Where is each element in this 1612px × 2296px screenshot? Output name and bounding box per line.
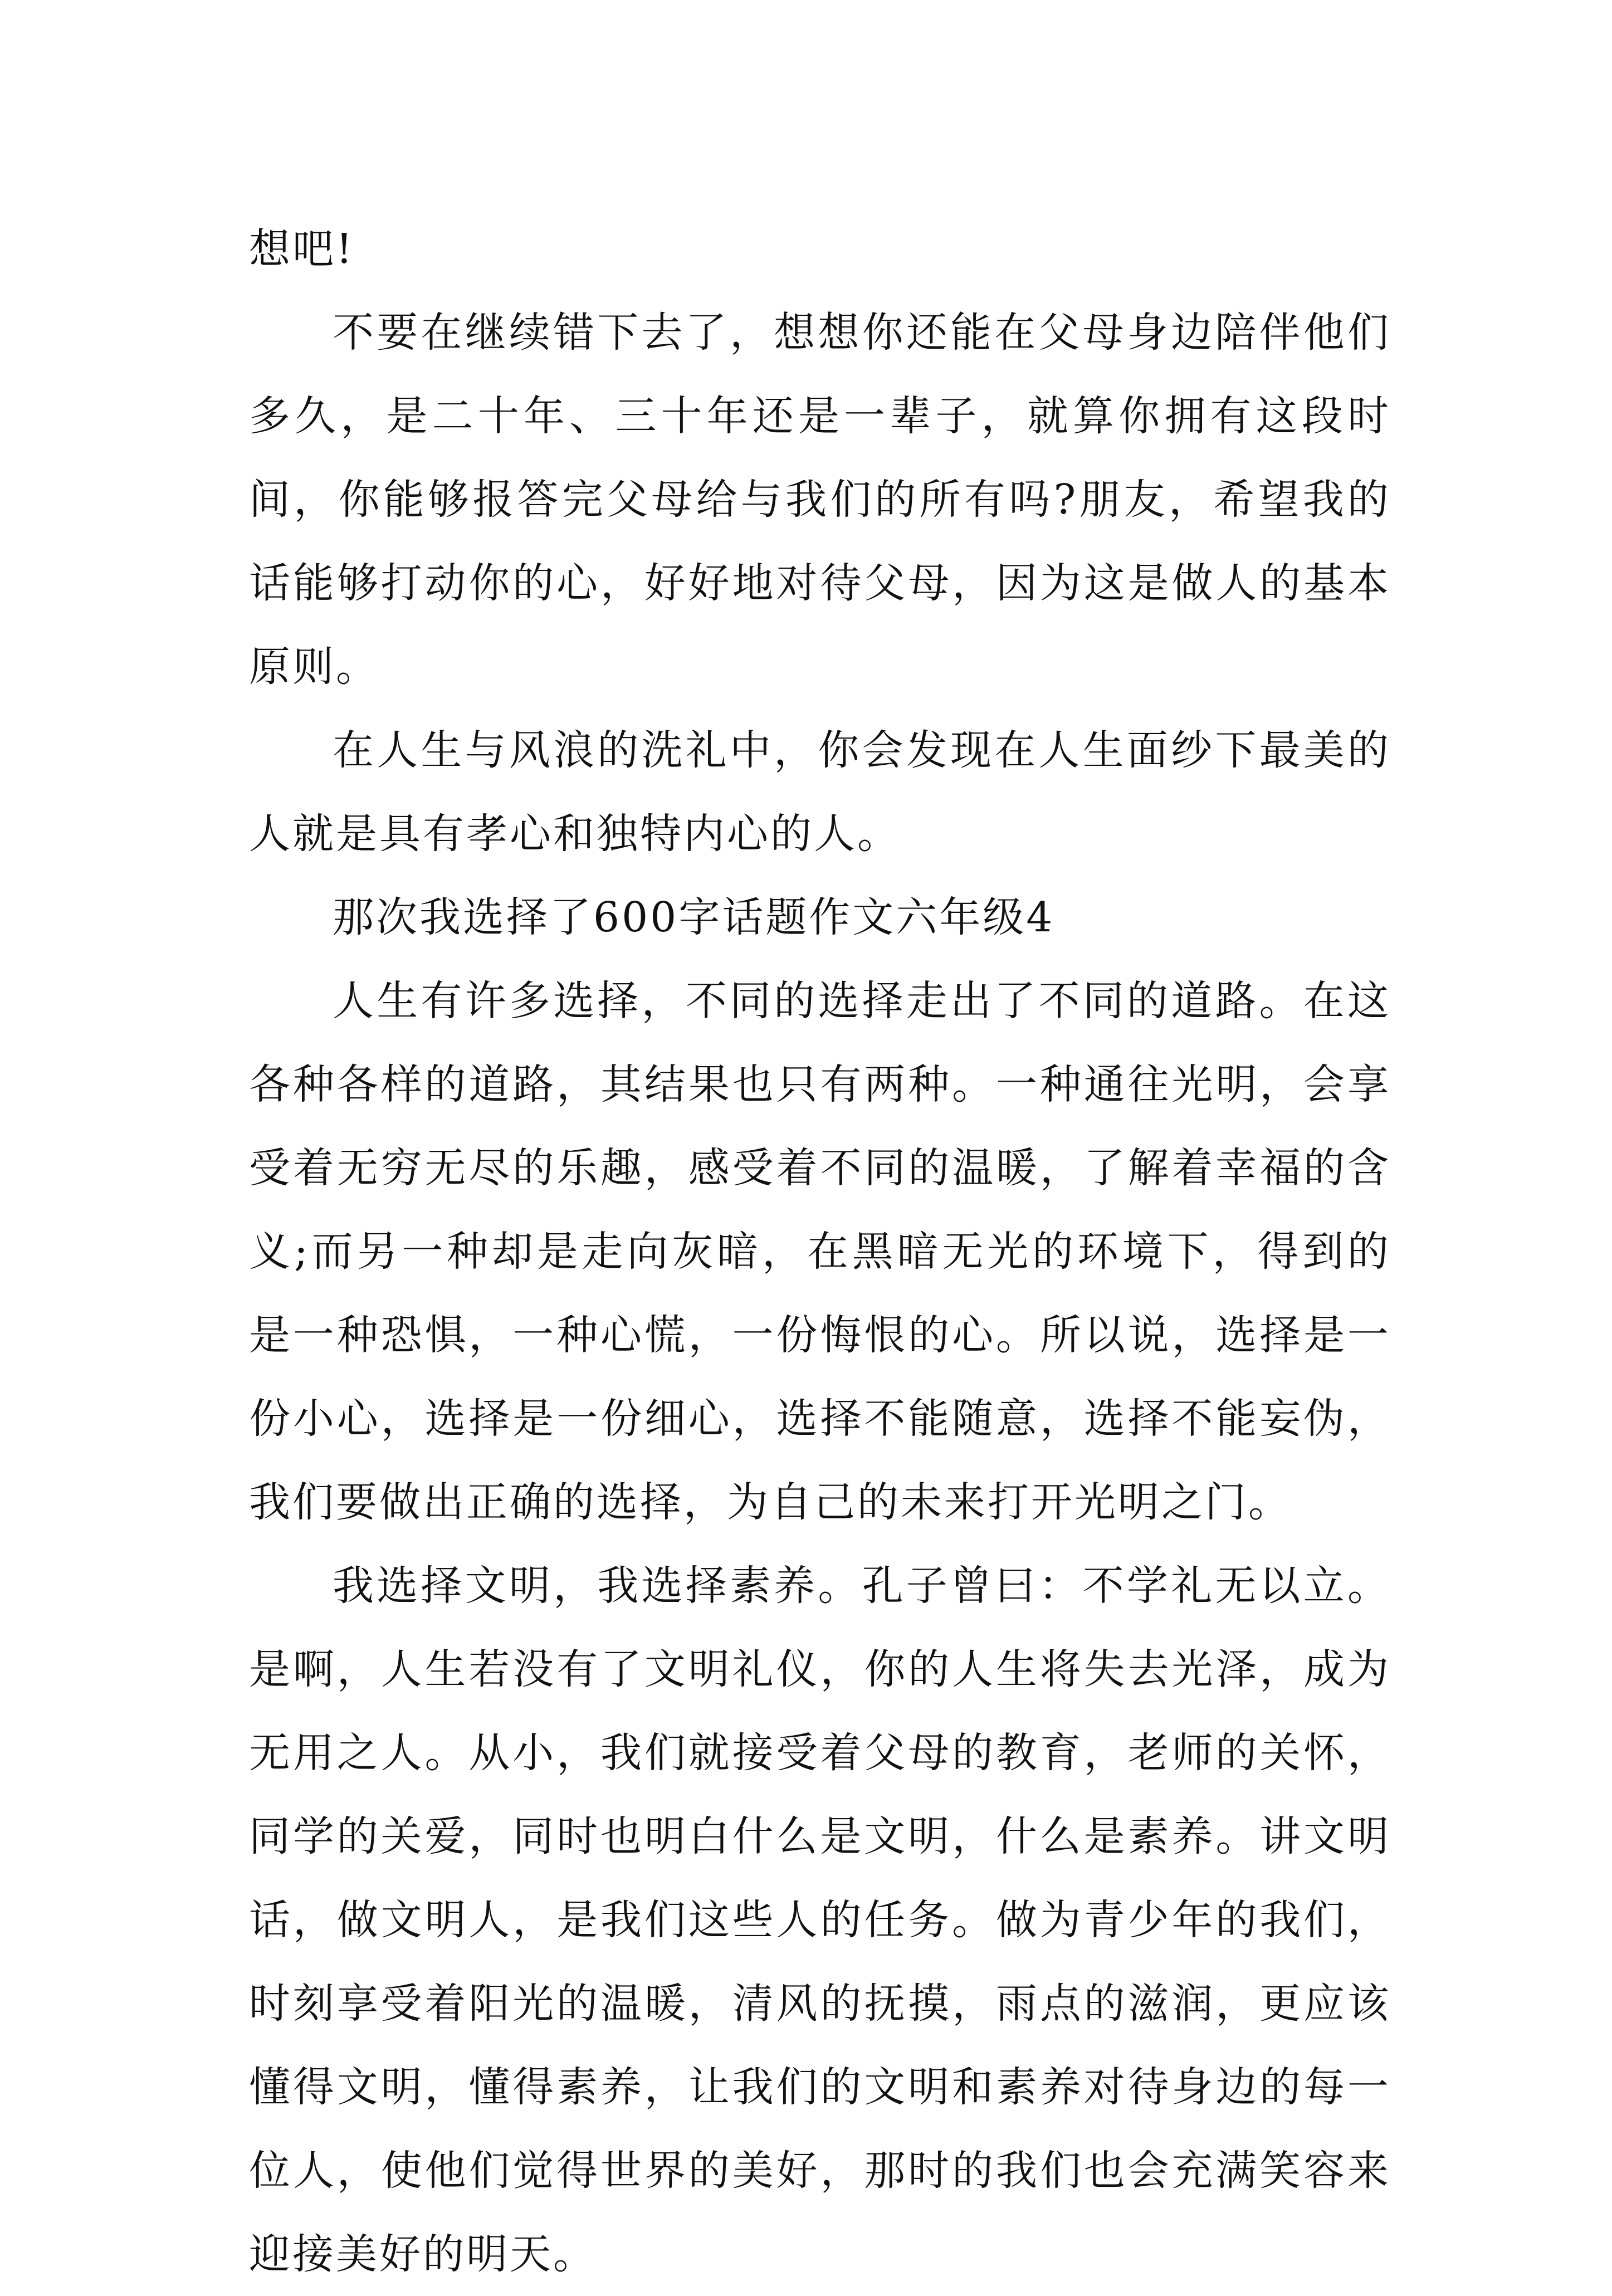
paragraph-choices: 人生有许多选择，不同的选择走出了不同的道路。在这各种各样的道路，其结果也只有两种。一种通往光明，会享受着无穷无尽的乐趣，感受着不同的温暖，了解着幸福的含义;而另一种却是走向灰暗，在黑暗无光的环境下，得到的是一种恐惧，一种心慌，一份悔恨的心。所以说，选择是一份小心，选择是一份细心，选择不能随意，选择不能妄伪，我们要做出正确的选择，为自己的未来打开光明之门。 <box>249 977 1391 1526</box>
document-body <box>249 207 1391 2296</box>
paragraph-baptism: 在人生与风浪的洗礼中，你会发现在人生面纱下最美的人就是具有孝心和独特内心的人。 <box>249 726 1391 858</box>
paragraph-continuation: 想吧! <box>249 225 355 273</box>
essay-heading: 那次我选择了600字话题作文六年级4 <box>333 893 1055 941</box>
paragraph-civility: 我选择文明，我选择素养。孔子曾曰：不学礼无以立。是啊，人生若没有了文明礼仪，你的人生将失去光泽，成为无用之人。从小，我们就接受着父母的教育，老师的关怀，同学的关爱，同时也明白什么是文明，什么是素养。讲文明话，做文明人，是我们这些人的任务。做为青少年的我们，时刻享受着阳光的温暖，清风的抚摸，雨点的滋润，更应该懂得文明，懂得素养，让我们的文明和素养对待身边的每一位人，使他们觉得世界的美好，那时的我们也会充满笑容来迎接美好的明天。 <box>249 1562 1391 2278</box>
paragraph-parents: 不要在继续错下去了，想想你还能在父母身边陪伴他们多久，是二十年、三十年还是一辈子，就算你拥有这段时间，你能够报答完父母给与我们的所有吗?朋友，希望我的话能够打动你的心，好好地对待父母，因为这是做人的基本原则。 <box>249 309 1391 691</box>
